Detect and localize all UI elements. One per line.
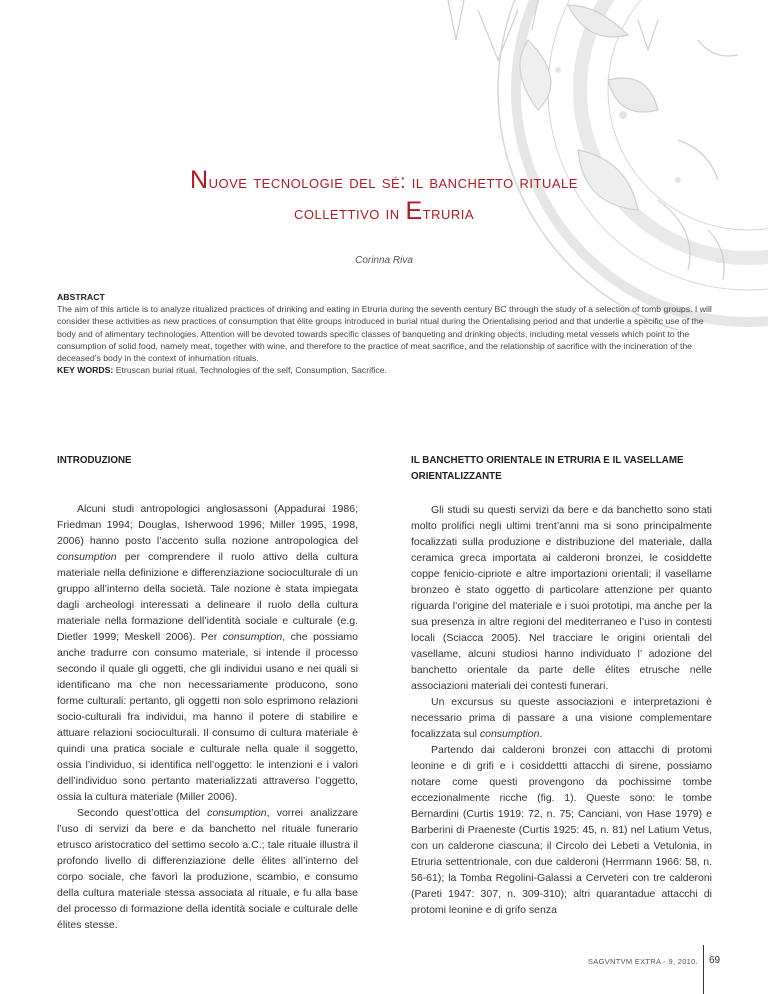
emphasis-text: consumption — [479, 728, 540, 740]
ornament-graphic — [378, 0, 768, 330]
paragraph: Gli studi su questi servizi da bere e da banchetto sono stati molto prolifici negli ultimi trent’anni ma si sono principalmente focalizzati sulla produzione e distribuzione del materiale, dalla ceramica greca importata ai calderoni bronzei, le cosiddette coppe fenicio-cipriote e altre importazioni orientali; il vasellame bronzeo è stato oggetto di particolare attenzione per quanto riguarda l’origine del materiale e i suoi prototipi, ma anche per la sua presenza in altre regioni del mediterraneo e l’uso in contesti locali (Sciacca 2005). Nel tracciare le origini orientali del vasellame, alcuni studiosi hanno individuato l’ adozione del banchetto orientale da parte delle élites etrusche nelle associazioni materiali dei contesti funerari. — [411, 504, 712, 692]
paragraph-text: per comprendere il ruolo attivo della cultura materiale nella definizione e differenziazione socioculturale di un gruppo all’interno della società. Tale nozione è stata impiegata dagli archeologi interessati a delineare il ruolo della cultura materiale nella formazione dell’identità sociale e culturale (e.g. Dietler 1999; Meskell 2006). Per — [57, 551, 358, 643]
page-number: 69 — [709, 955, 721, 966]
paragraph-text: Secondo quest’ottica del — [77, 807, 208, 819]
paragraph-text: Alcuni studi antropologici anglosassoni (Appadurai 1986; Friedman 1994; Douglas, Isherwood 1996; Miller 1995, 1998, 2006) hanno posto l’accento sulla nozione antropologica del — [57, 503, 358, 547]
title-initial-cap: E — [405, 197, 423, 225]
emphasis-text: consumption — [222, 631, 283, 643]
right-column — [411, 453, 712, 918]
title-line-1 — [0, 166, 768, 197]
paragraph — [57, 805, 358, 933]
paragraph — [57, 501, 358, 805]
decorative-ornament — [378, 0, 768, 330]
paragraph: Partendo dai calderoni bronzei con attacchi di protomi leonine e di grifi e i cosiddettti attacchi di sirene, possiamo notare come questi provengono da pochissime tombe eccezionalmente ricche (fig. 1). Queste sono: le tombe Bernardini (Curtis 1919: 72, n. 75; Canciani, von Hase 1979) e Barberini di Praeneste (Curtis 1925: 45, n. 81) nel Latium Vetus, con un calderone ciascuna; il Circolo dei Lebeti a Vetulonia, in Etruria settentrionale, con due calderoni (Herrmann 1966: 58, n. 56-61); la Tomba Regolini-Galassi a Cerveteri con tre calderoni (Pareti 1947: 307, n. 309-310); altri quarantadue attacchi di protomi leonine e di grifo senza — [411, 744, 712, 916]
abstract — [57, 291, 712, 376]
title-line-2 — [0, 197, 768, 228]
paragraph-text: Un excursus su queste associazioni e interpretazioni è necessario prima di passare a una visione complementare focalizzata sul — [411, 696, 712, 740]
paragraph-text: , vorrei analizzare l’uso di servizi da bere e da banchetto nel rituale funerario etrusco aristocratico del settimo secolo a.C.; tale rituale illustra il profondo livello di differenziazione delle élites all’interno del corpo sociale, che favorì la produzione, scambio, e consumo della cultura materiale stessa associata al rituale, e fu alla base del processo di formazione della identità sociale e culturale delle élites stesse. — [57, 807, 358, 931]
footer-divider — [703, 945, 704, 994]
paragraph-text: . — [539, 728, 543, 740]
emphasis-text: consumption — [57, 551, 117, 563]
title-text: truria — [422, 203, 475, 224]
journal-footer: SAGVNTVM EXTRA - 9, 2010. — [587, 957, 698, 966]
emphasis-text: consumption — [207, 807, 267, 819]
title-initial-cap: N — [190, 166, 209, 194]
keywords-text: Etruscan burial ritual, Technologies of the self, Consumption, Sacrifice. — [113, 365, 387, 376]
section-heading: IL BANCHETTO ORIENTALE IN ETRURIA E IL VASELLAME ORIENTALIZZANTE — [411, 455, 684, 482]
left-column — [57, 453, 358, 933]
article-title — [0, 166, 768, 228]
title-text: collettivo in — [293, 203, 406, 224]
title-text: uove tecnologie del sé: il banchetto rituale — [208, 172, 578, 193]
paragraph — [411, 694, 712, 742]
abstract-text: The aim of this article is to analyze ritualized practices of drinking and eating in Etruria during the seventh century BC through the study of a selection of tomb groups. I will consider these activities as new practices of consumption that élite groups introduced in burial ritual during the Orientalising period and that underlie a specific use of the body and of alimentary technologies. Attention will be devoted towards specific classes of banqueting and drinking objects, including metal vessels which point to the consumption of solid food, namely meat, together with wine, and therefore to the practice of meat sacrifice, and the relationship of sacrifice with the incineration of the deceased’s body in the context of inhumation rituals. — [57, 304, 712, 364]
paragraph-text: , che possiamo anche tradurre con consumo materiale, si intende il processo secondo il quale gli oggetti, che gli individui usano e nei quali si identificano ma che non necessariamente producono, sono forme culturali: pertanto, gli oggetti non solo esprimono relazioni socio-culturali fra individui, ma hanno il potere di stabilire e attuare relazioni socioculturali. Il consumo di cultura materiale è quindi una pratica sociale e culturale nella quale il soggetto, ossia l’individuo, si identifica nell’oggetto: le intenzioni e i valori dell’individuo sono pertanto materializzati attraverso l’oggetto, ossia la cultura materiale (Miller 2006). — [57, 631, 359, 803]
keywords-label: KEY WORDS: — [57, 365, 114, 376]
abstract-heading: ABSTRACT — [57, 292, 105, 302]
author-name: Corinna Riva — [355, 255, 413, 266]
section-heading: INTRODUZIONE — [57, 455, 132, 466]
